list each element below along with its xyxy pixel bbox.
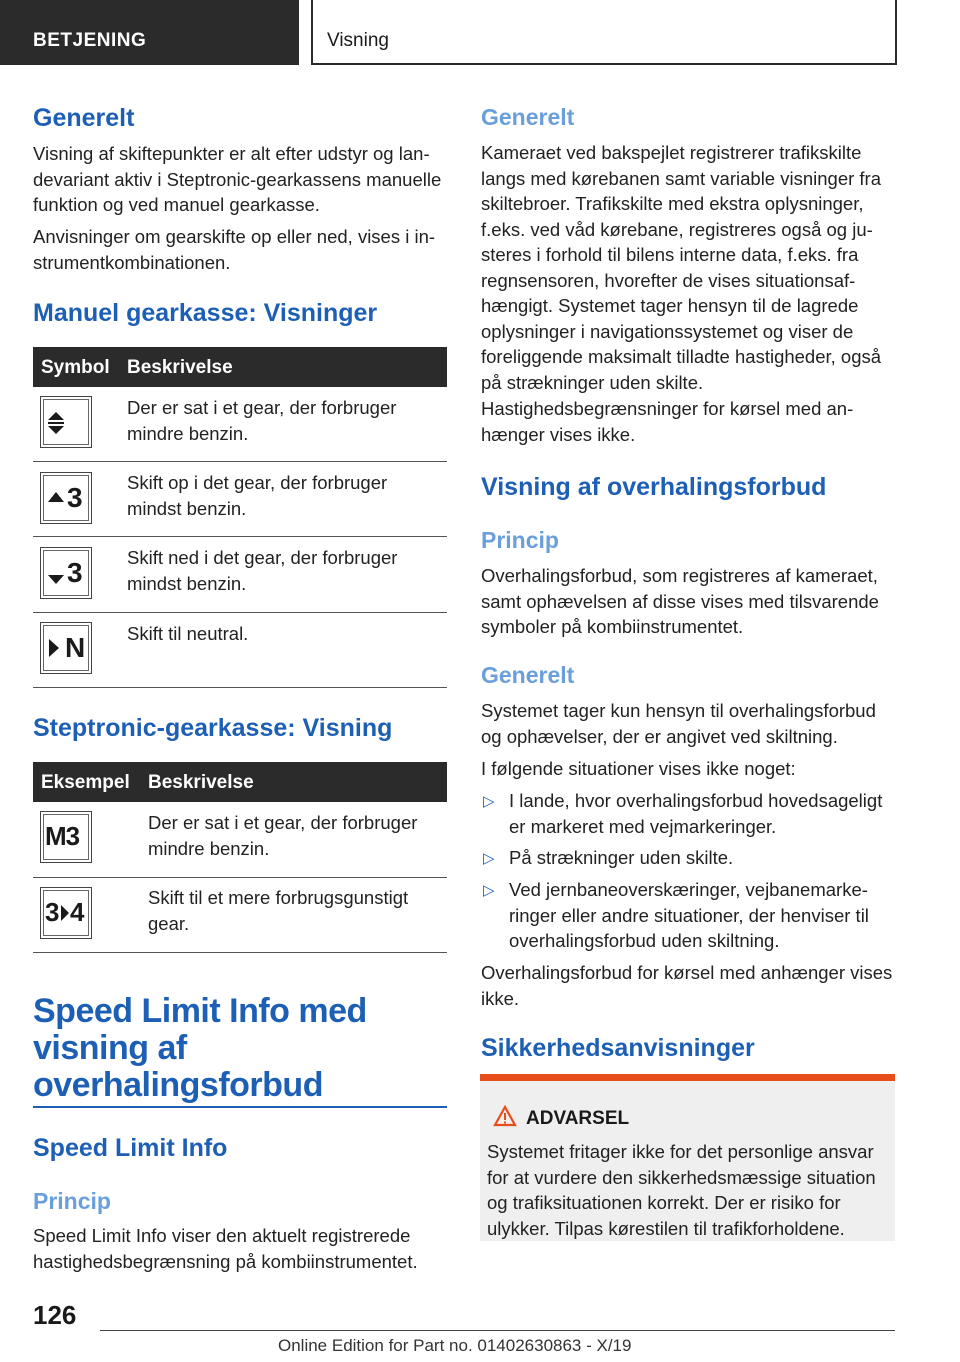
shift-neutral-icon: N [40,622,92,674]
row-divider [33,952,447,953]
page-number: 126 [33,1300,77,1330]
paragraph: Overhalingsforbud for kørsel med anhænger vises ikke. [481,962,893,1009]
bullet-icon: ▷ [483,793,495,810]
heading-generelt: Generelt [481,104,575,130]
m3-icon: M3 [40,811,92,863]
paragraph: Speed Limit Info viser den aktuelt registrerede hastighedsbegrænsning på kombiinstrumentet. [33,1225,418,1272]
warning-box [480,1074,895,1241]
row-divider [33,461,447,462]
heading-generelt: Generelt [33,104,135,132]
heading-sli: Speed Limit Info [33,1134,228,1162]
heading-steptronic: Steptronic-gearkasse: Visning [33,714,393,742]
paragraph: I følgende situationer vises ikke noget: [481,758,796,779]
paragraph: Systemet tager kun hensyn til overhalingsforbud og ophævelser, der er angivet ved skiltning. [481,700,876,747]
main-heading-line1: Speed Limit Info med [33,992,367,1030]
heading-princip: Princip [33,1188,111,1214]
table-cell: Der er sat i et gear, der forbruger mindre benzin. [148,812,418,859]
col-beskrivelse: Beskrivelse [148,772,254,793]
row-divider [33,612,447,613]
paragraph: Hastighedsbegrænsninger for kørsel med anhænger vises ikke. [481,398,854,445]
heading-princip: Princip [481,527,559,553]
warning-triangle-icon [493,1105,517,1127]
bullet-icon: ▷ [483,850,495,867]
list-item: Ved jernbaneoverskæringer, vejbanemarkeringer eller andre situationer, der henviser til overhalingsforbud uden skiltning. [509,879,869,951]
table-cell: Skift ned i det gear, der forbruger mindst benzin. [127,547,398,594]
shift-3-4-icon: 3 4 [40,887,92,939]
heading-manuel: Manuel gearkasse: Visninger [33,299,378,327]
table-cell: Der er sat i et gear, der forbruger mindre benzin. [127,397,397,444]
heading-sikkerhed: Sikkerhedsanvisninger [481,1034,755,1062]
section-title: BETJENING [33,30,147,51]
heading-generelt-2: Generelt [481,662,575,688]
col-symbol: Symbol [41,357,110,378]
chapter-tab [311,0,897,65]
col-eksempel: Eksempel [41,772,130,793]
row-divider [33,877,447,878]
shift-up-3-icon: 3 [40,472,92,524]
warning-title: ADVARSEL [526,1108,630,1129]
gear-up-down-icon [40,396,92,448]
footer-rule [100,1330,895,1331]
table-cell: Skift op i det gear, der forbruger mindst benzin. [127,472,388,519]
col-beskrivelse: Beskrivelse [127,357,233,378]
row-divider [33,687,447,688]
table-cell: Skift til et mere forbrugsgunstigt gear. [148,887,409,934]
heading-visning: Visning af overhalingsforbud [481,473,827,501]
footer-edition: Online Edition for Part no. 01402630863 - X/19 [278,1336,632,1355]
paragraph: Visning af skiftepunkter er alt efter udstyr og landevariant aktiv i Steptronic-gearkassens manuelle funktion og ved manuel gearkasse. [33,143,442,215]
table-cell: Skift til neutral. [127,623,249,644]
chapter-title: Visning [327,30,389,51]
heading-rule [33,1106,447,1108]
table-header [33,347,447,387]
table-header [33,762,447,802]
bullet-icon: ▷ [483,882,495,899]
row-divider [33,536,447,537]
paragraph: Anvisninger om gearskifte op eller ned, vises i instrumentkombinationen. [33,226,436,273]
warning-text: Systemet fritager ikke for det personlige ansvar for at vurdere den sikkerhedsmæssige situation og trafiksituationen korrekt. Der er risiko for ulykker. Tilpas kørestilen til trafikforholdene. [487,1141,876,1239]
list-item: På strækninger uden skilte. [509,847,734,868]
main-heading-line3: overhalingsforbud [33,1066,323,1104]
paragraph: Kameraet ved bakspejlet registrerer trafikskilte langs med kørebanen samt variable visninger fra skiltebroer. Trafikskilte med ekstra oplysninger, f.eks. ved våd kørebane, registreres også og justeres i forhold til bilens interne data, f.eks. fra regnsensoren, hvorefter de vises situationsafhængigt. Systemet tager hensyn til de lagrede oplysninger i navigationssystemet og viser de foreliggende maksimalt tilladte hastigheder, også på strækninger uden skilte. [481,142,882,393]
paragraph: Overhalingsforbud, som registreres af kameraet, samt ophævelsen af disse vises med tilsvarende symboler på kombiinstrumentet. [481,565,879,637]
section-tab [0,0,299,65]
main-heading-line2: visning af [33,1029,187,1067]
shift-down-3-icon: 3 [40,547,92,599]
list-item: I lande, hvor overhalingsforbud hovedsageligt er markeret med vejmarkeringer. [509,790,883,837]
